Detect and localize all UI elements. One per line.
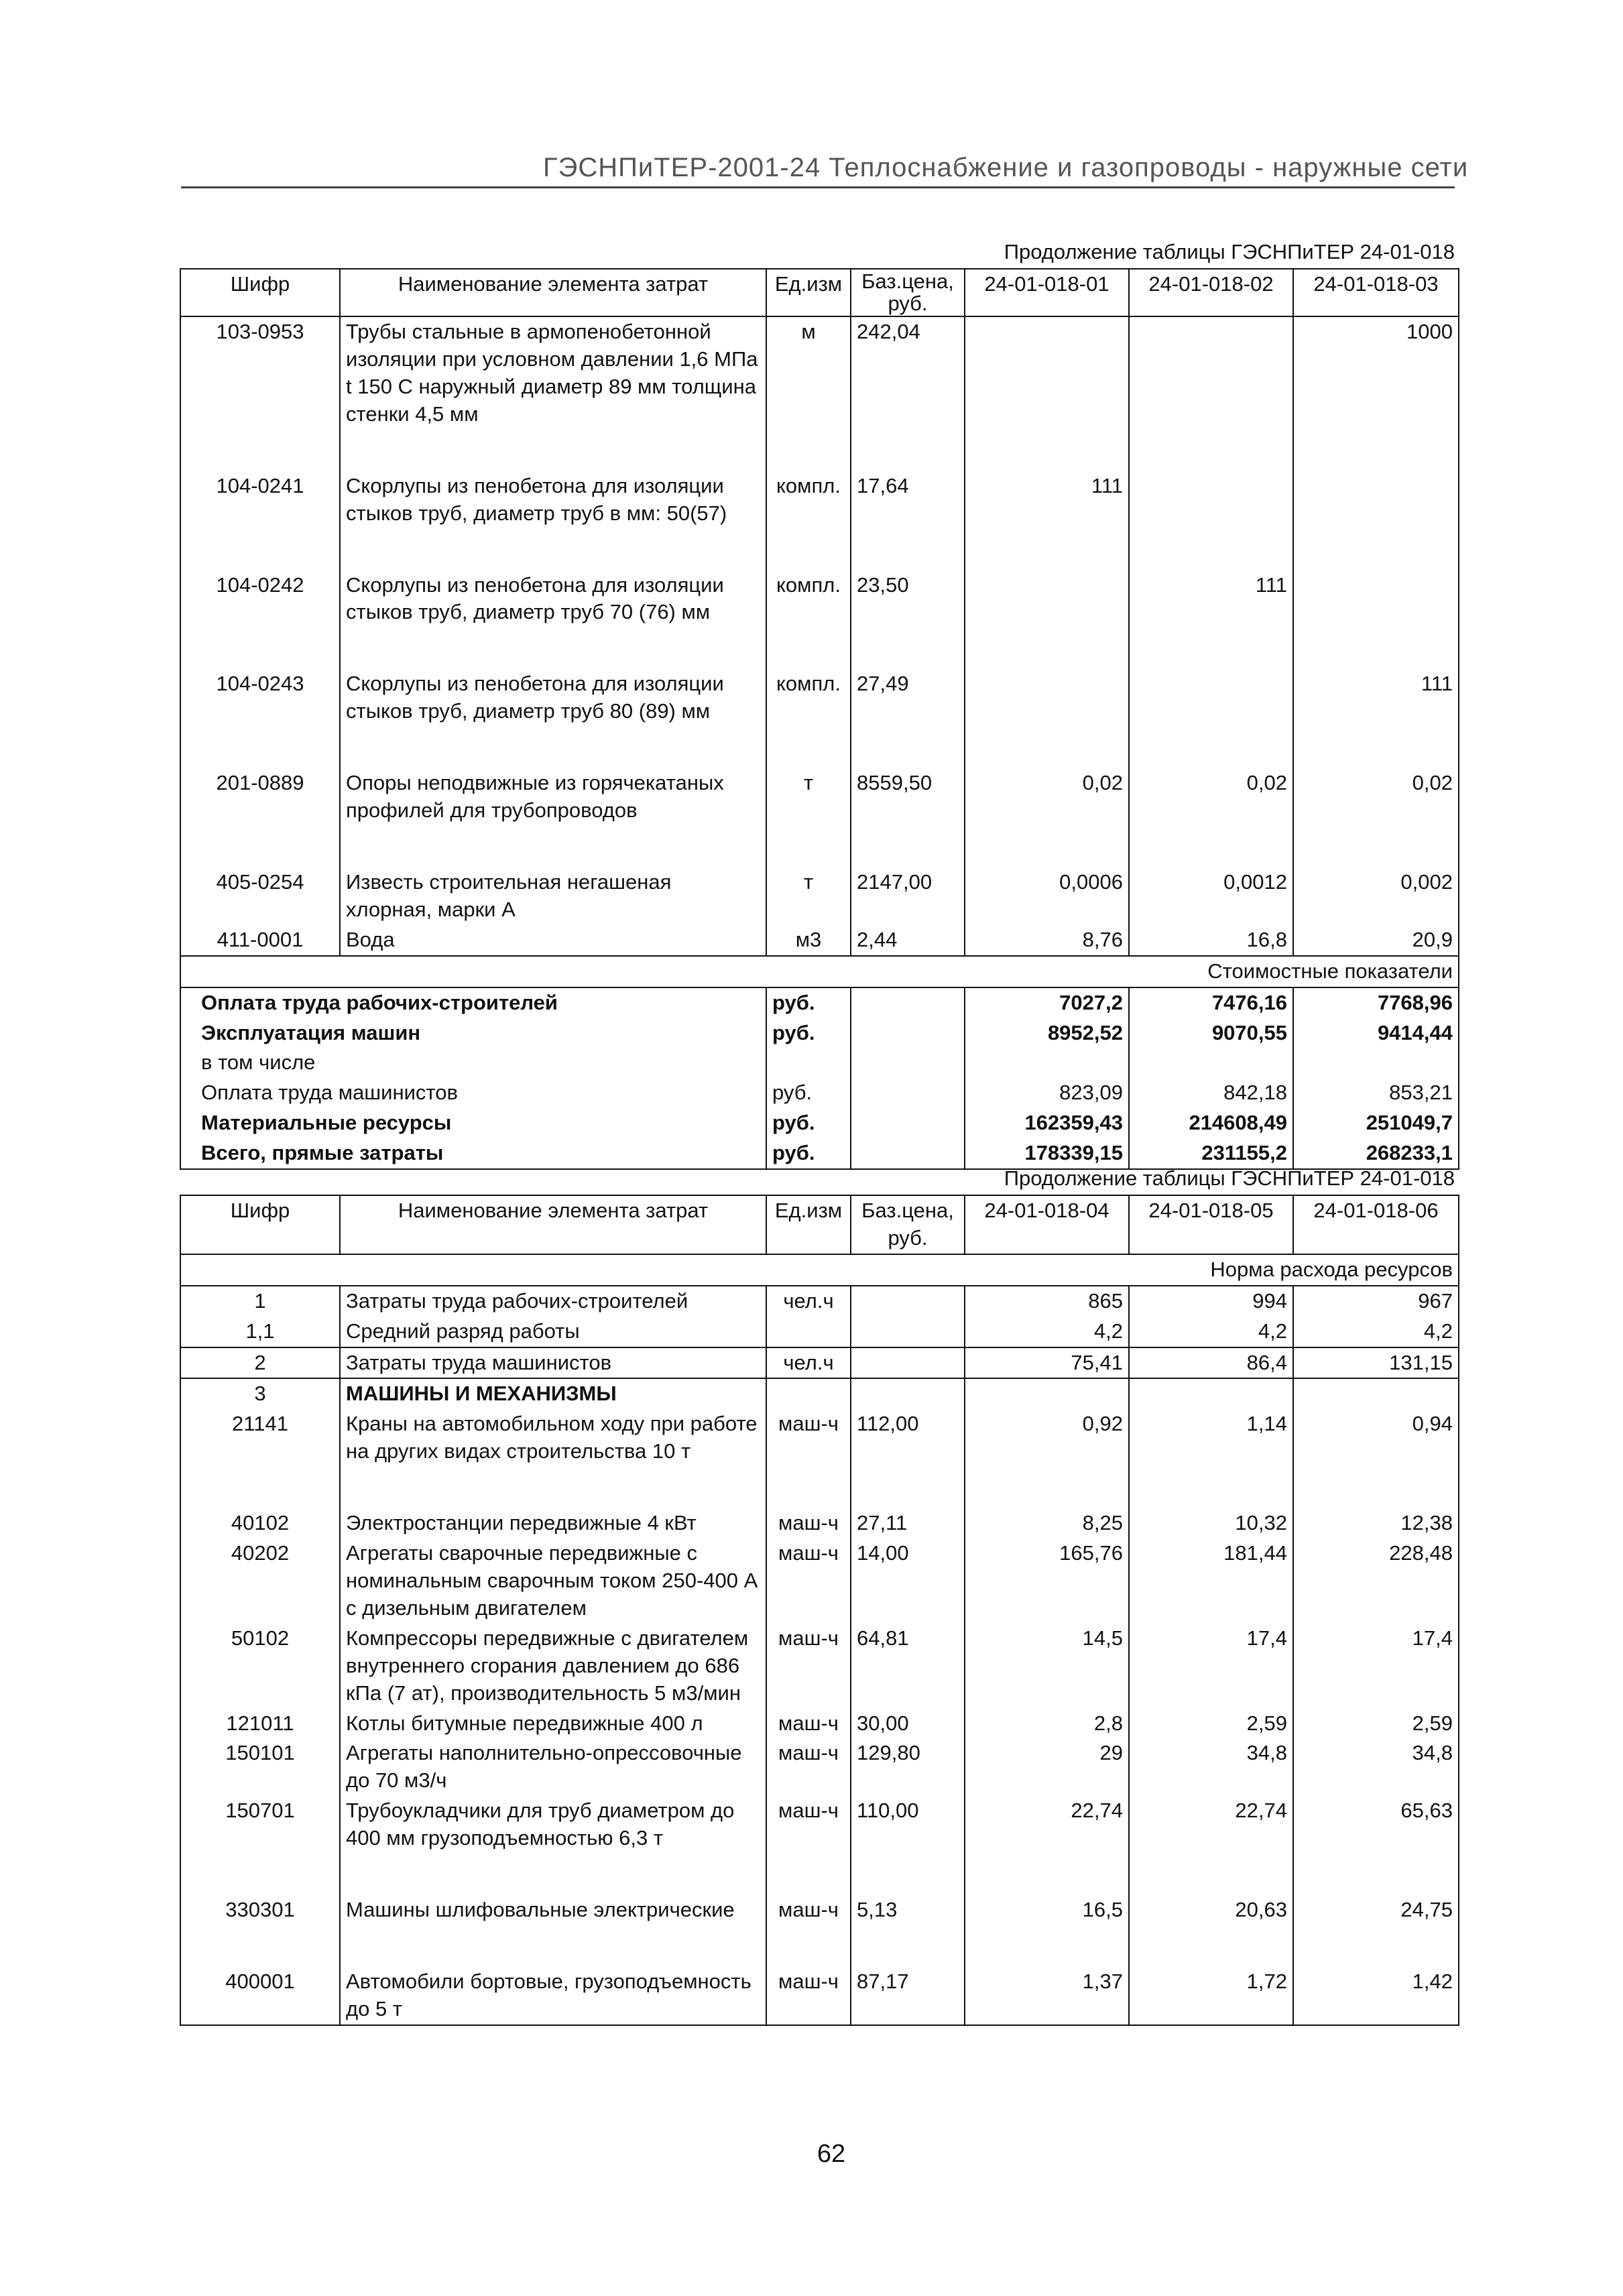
norm-value: 34,8 bbox=[1293, 1738, 1459, 1796]
col-header-v3: 24-01-018-03 bbox=[1293, 269, 1459, 316]
resource-name: Затраты труда рабочих-строителей bbox=[340, 1286, 766, 1317]
norm-value: 65,63 bbox=[1293, 1796, 1459, 1854]
resource-code: 104-0241 bbox=[180, 471, 340, 529]
spacer-cell bbox=[766, 430, 851, 471]
spacer-cell bbox=[180, 727, 340, 768]
table-row bbox=[180, 768, 1459, 826]
spacer-cell bbox=[766, 627, 851, 669]
table-row bbox=[180, 1378, 1459, 1409]
norm-value: 1,72 bbox=[1129, 1967, 1293, 2025]
norm-value: 22,74 bbox=[965, 1796, 1129, 1854]
summary-value bbox=[1129, 1048, 1293, 1078]
resource-code: 330301 bbox=[180, 1895, 340, 1925]
col-header-unit: Ед.изм bbox=[766, 269, 851, 316]
base-price: 8559,50 bbox=[851, 768, 965, 826]
resource-name: Вода bbox=[340, 925, 766, 956]
resource-code: 201-0889 bbox=[180, 768, 340, 826]
spacer-cell bbox=[965, 1467, 1129, 1508]
resource-name: МАШИНЫ И МЕХАНИЗМЫ bbox=[340, 1378, 766, 1409]
norm-value: 1,37 bbox=[965, 1967, 1129, 2025]
norm-value bbox=[1129, 316, 1293, 430]
summary-row bbox=[180, 1138, 1459, 1169]
row-spacer bbox=[180, 1467, 1459, 1508]
summary-value: 9070,55 bbox=[1129, 1018, 1293, 1048]
summary-label: в том числе bbox=[180, 1048, 766, 1078]
spacer-cell bbox=[965, 529, 1129, 570]
resource-code: 50102 bbox=[180, 1624, 340, 1709]
row-spacer bbox=[180, 1854, 1459, 1895]
summary-unit: руб. bbox=[766, 1138, 851, 1169]
resource-unit bbox=[766, 1378, 851, 1409]
norm-value: 2,8 bbox=[965, 1709, 1129, 1739]
norm-value: 17,4 bbox=[1129, 1624, 1293, 1709]
norm-value bbox=[1129, 669, 1293, 727]
resource-code: 150101 bbox=[180, 1738, 340, 1796]
summary-value: 162359,43 bbox=[965, 1108, 1129, 1138]
col-header-v1: 24-01-018-01 bbox=[965, 269, 1129, 316]
resource-unit: маш-ч bbox=[766, 1796, 851, 1854]
table-row bbox=[180, 925, 1459, 956]
norm-value bbox=[1129, 1378, 1293, 1409]
spacer-cell bbox=[1129, 1925, 1293, 1967]
norm-value: 0,02 bbox=[965, 768, 1129, 826]
table-row bbox=[180, 1508, 1459, 1538]
spacer-cell bbox=[180, 1854, 340, 1895]
summary-value: 853,21 bbox=[1293, 1078, 1459, 1108]
norm-value: 165,76 bbox=[965, 1538, 1129, 1624]
spacer-cell bbox=[851, 529, 965, 570]
spacer-cell bbox=[851, 430, 965, 471]
table-row bbox=[180, 1967, 1459, 2025]
spacer-cell bbox=[766, 1467, 851, 1508]
summary-value bbox=[1293, 1048, 1459, 1078]
table-row bbox=[180, 1709, 1459, 1739]
resource-name: Скорлупы из пенобетона для изоляции стыков труб, диаметр труб в мм: 50(57) bbox=[340, 471, 766, 529]
summary-unit: руб. bbox=[766, 1078, 851, 1108]
summary-value: 178339,15 bbox=[965, 1138, 1129, 1169]
norm-value bbox=[1293, 570, 1459, 628]
col-header-v3: 24-01-018-06 bbox=[1293, 1195, 1459, 1254]
table2-section-row bbox=[180, 1254, 1459, 1286]
spacer-cell bbox=[851, 1925, 965, 1967]
spacer-cell bbox=[766, 826, 851, 867]
spacer-cell bbox=[180, 1467, 340, 1508]
spacer-cell bbox=[766, 1854, 851, 1895]
table-row bbox=[180, 1317, 1459, 1347]
resource-code: 40102 bbox=[180, 1508, 340, 1538]
norm-value: 228,48 bbox=[1293, 1538, 1459, 1624]
row-spacer bbox=[180, 727, 1459, 768]
spacer-cell bbox=[1129, 529, 1293, 570]
spacer-cell bbox=[1293, 727, 1459, 768]
resource-unit: маш-ч bbox=[766, 1538, 851, 1624]
norm-value: 75,41 bbox=[965, 1347, 1129, 1379]
spacer-cell bbox=[340, 727, 766, 768]
col-header-name: Наименование элемента затрат bbox=[340, 269, 766, 316]
summary-price-cell bbox=[851, 1108, 965, 1138]
table-row bbox=[180, 1286, 1459, 1317]
norm-value: 111 bbox=[965, 471, 1129, 529]
resource-unit: маш-ч bbox=[766, 1738, 851, 1796]
norm-value: 17,4 bbox=[1293, 1624, 1459, 1709]
summary-label: Всего, прямые затраты bbox=[180, 1138, 766, 1169]
resource-name: Компрессоры передвижные с двигателем внутреннего сгорания давлением до 686 кПа (7 ат), производительность 5 м3/мин bbox=[340, 1624, 766, 1709]
spacer-cell bbox=[851, 1854, 965, 1895]
resource-name: Трубоукладчики для труб диаметром до 400 мм грузоподъемностью 6,3 т bbox=[340, 1796, 766, 1854]
norm-value: 181,44 bbox=[1129, 1538, 1293, 1624]
norm-value: 0,02 bbox=[1293, 768, 1459, 826]
norm-value: 2,59 bbox=[1129, 1709, 1293, 1739]
resource-code: 104-0243 bbox=[180, 669, 340, 727]
spacer-cell bbox=[1129, 627, 1293, 669]
base-price: 64,81 bbox=[851, 1624, 965, 1709]
resource-name: Трубы стальные в армопенобетонной изоляции при условном давлении 1,6 МПа t 150 С наружный диаметр 89 мм толщина стенки 4,5 мм bbox=[340, 316, 766, 430]
resource-code: 400001 bbox=[180, 1967, 340, 2025]
norm-value: 2,59 bbox=[1293, 1709, 1459, 1739]
resource-name: Краны на автомобильном ходу при работе на других видах строительства 10 т bbox=[340, 1409, 766, 1467]
spacer-cell bbox=[766, 727, 851, 768]
resource-unit: маш-ч bbox=[766, 1624, 851, 1709]
resource-code: 411-0001 bbox=[180, 925, 340, 956]
base-price: 242,04 bbox=[851, 316, 965, 430]
spacer-cell bbox=[851, 727, 965, 768]
resource-code: 103-0953 bbox=[180, 316, 340, 430]
resource-name: Опоры неподвижные из горячекатаных профилей для трубопроводов bbox=[340, 768, 766, 826]
summary-value bbox=[965, 1048, 1129, 1078]
base-price: 30,00 bbox=[851, 1709, 965, 1739]
summary-value: 9414,44 bbox=[1293, 1018, 1459, 1048]
row-spacer bbox=[180, 1925, 1459, 1967]
norm-value: 34,8 bbox=[1129, 1738, 1293, 1796]
summary-label: Оплата труда машинистов bbox=[180, 1078, 766, 1108]
norm-value: 8,25 bbox=[965, 1508, 1129, 1538]
resource-name: Агрегаты наполнительно-опрессовочные до 70 м3/ч bbox=[340, 1738, 766, 1796]
spacer-cell bbox=[180, 430, 340, 471]
resource-unit bbox=[766, 1317, 851, 1347]
norm-value: 1,42 bbox=[1293, 1967, 1459, 2025]
summary-row bbox=[180, 1108, 1459, 1138]
resource-code: 40202 bbox=[180, 1538, 340, 1624]
section-label: Норма расхода ресурсов bbox=[180, 1254, 1459, 1286]
summary-value: 823,09 bbox=[965, 1078, 1129, 1108]
norm-value: 994 bbox=[1129, 1286, 1293, 1317]
col-header-name: Наименование элемента затрат bbox=[340, 1195, 766, 1254]
norm-value: 24,75 bbox=[1293, 1895, 1459, 1925]
spacer-cell bbox=[1293, 1467, 1459, 1508]
resource-code: 150701 bbox=[180, 1796, 340, 1854]
spacer-cell bbox=[965, 627, 1129, 669]
norm-value: 10,32 bbox=[1129, 1508, 1293, 1538]
summary-unit: руб. bbox=[766, 1018, 851, 1048]
spacer-cell bbox=[1129, 727, 1293, 768]
resource-name: Машины шлифовальные электрические bbox=[340, 1895, 766, 1925]
section-label: Стоимостные показатели bbox=[180, 956, 1459, 987]
summary-price-cell bbox=[851, 1138, 965, 1169]
table1-header-row bbox=[180, 269, 1459, 316]
table2-continuation-note: Продолжение таблицы ГЭСНПиТЕР 24-01-018 bbox=[1004, 1166, 1455, 1190]
resource-name: Средний разряд работы bbox=[340, 1317, 766, 1347]
norm-value: 0,0012 bbox=[1129, 867, 1293, 925]
norm-value: 865 bbox=[965, 1286, 1129, 1317]
page-number: 62 bbox=[817, 2140, 846, 2168]
spacer-cell bbox=[1293, 529, 1459, 570]
base-price: 5,13 bbox=[851, 1895, 965, 1925]
resource-unit: маш-ч bbox=[766, 1967, 851, 2025]
table-row bbox=[180, 1347, 1459, 1379]
table-row bbox=[180, 1895, 1459, 1925]
resource-unit: чел.ч bbox=[766, 1286, 851, 1317]
norm-value: 131,15 bbox=[1293, 1347, 1459, 1379]
resource-code: 104-0242 bbox=[180, 570, 340, 628]
spacer-cell bbox=[965, 1854, 1129, 1895]
table2 bbox=[180, 1195, 1459, 2026]
spacer-cell bbox=[180, 529, 340, 570]
spacer-cell bbox=[340, 826, 766, 867]
base-price: 110,00 bbox=[851, 1796, 965, 1854]
summary-value: 7027,2 bbox=[965, 987, 1129, 1018]
spacer-cell bbox=[340, 1467, 766, 1508]
norm-value bbox=[965, 669, 1129, 727]
spacer-cell bbox=[1293, 1854, 1459, 1895]
base-price bbox=[851, 1347, 965, 1379]
norm-value: 16,8 bbox=[1129, 925, 1293, 956]
table-row bbox=[180, 471, 1459, 529]
summary-value: 7768,96 bbox=[1293, 987, 1459, 1018]
resource-name: Автомобили бортовые, грузоподъемность до 5 т bbox=[340, 1967, 766, 2025]
table-row bbox=[180, 867, 1459, 925]
spacer-cell bbox=[851, 627, 965, 669]
summary-row bbox=[180, 1048, 1459, 1078]
table-row bbox=[180, 1624, 1459, 1709]
norm-value: 20,63 bbox=[1129, 1895, 1293, 1925]
summary-row bbox=[180, 1078, 1459, 1108]
resource-unit: т bbox=[766, 867, 851, 925]
resource-name: Известь строительная негашеная хлорная, марки А bbox=[340, 867, 766, 925]
resource-unit: м bbox=[766, 316, 851, 430]
spacer-cell bbox=[1293, 1925, 1459, 1967]
table-row bbox=[180, 1409, 1459, 1467]
norm-value bbox=[1293, 1378, 1459, 1409]
resource-name: Агрегаты сварочные передвижные с номинальным сварочным током 250-400 А с дизельным двигателем bbox=[340, 1538, 766, 1624]
base-price: 27,11 bbox=[851, 1508, 965, 1538]
spacer-cell bbox=[340, 430, 766, 471]
resource-unit: компл. bbox=[766, 669, 851, 727]
col-header-unit: Ед.изм bbox=[766, 1195, 851, 1254]
summary-unit: руб. bbox=[766, 1108, 851, 1138]
resource-name: Скорлупы из пенобетона для изоляции стыков труб, диаметр труб 80 (89) мм bbox=[340, 669, 766, 727]
spacer-cell bbox=[965, 1925, 1129, 1967]
resource-unit: компл. bbox=[766, 570, 851, 628]
norm-value: 0,94 bbox=[1293, 1409, 1459, 1467]
spacer-cell bbox=[1293, 430, 1459, 471]
resource-code: 121011 bbox=[180, 1709, 340, 1739]
norm-value: 8,76 bbox=[965, 925, 1129, 956]
spacer-cell bbox=[851, 826, 965, 867]
norm-value bbox=[965, 316, 1129, 430]
base-price: 87,17 bbox=[851, 1967, 965, 2025]
norm-value: 1000 bbox=[1293, 316, 1459, 430]
table2-header-row bbox=[180, 1195, 1459, 1254]
table-row bbox=[180, 316, 1459, 430]
table-row bbox=[180, 570, 1459, 628]
resource-code: 405-0254 bbox=[180, 867, 340, 925]
norm-value: 0,92 bbox=[965, 1409, 1129, 1467]
resource-name: Скорлупы из пенобетона для изоляции стыков труб, диаметр труб 70 (76) мм bbox=[340, 570, 766, 628]
resource-unit: м3 bbox=[766, 925, 851, 956]
base-price bbox=[851, 1286, 965, 1317]
norm-value: 0,02 bbox=[1129, 768, 1293, 826]
resource-code: 2 bbox=[180, 1347, 340, 1379]
norm-value bbox=[1129, 471, 1293, 529]
col-header-v1: 24-01-018-04 bbox=[965, 1195, 1129, 1254]
spacer-cell bbox=[340, 1925, 766, 1967]
norm-value bbox=[965, 570, 1129, 628]
summary-label: Эксплуатация машин bbox=[180, 1018, 766, 1048]
row-spacer bbox=[180, 430, 1459, 471]
table1 bbox=[180, 268, 1459, 1170]
summary-label: Материальные ресурсы bbox=[180, 1108, 766, 1138]
resource-name: Затраты труда машинистов bbox=[340, 1347, 766, 1379]
summary-price-cell bbox=[851, 1048, 965, 1078]
header-rule bbox=[181, 186, 1455, 188]
spacer-cell bbox=[1293, 826, 1459, 867]
spacer-cell bbox=[766, 1925, 851, 1967]
norm-value: 12,38 bbox=[1293, 1508, 1459, 1538]
summary-value: 268233,1 bbox=[1293, 1138, 1459, 1169]
norm-value: 14,5 bbox=[965, 1624, 1129, 1709]
norm-value bbox=[1293, 471, 1459, 529]
resource-code: 3 bbox=[180, 1378, 340, 1409]
resource-code: 1,1 bbox=[180, 1317, 340, 1347]
norm-value: 0,0006 bbox=[965, 867, 1129, 925]
base-price: 23,50 bbox=[851, 570, 965, 628]
spacer-cell bbox=[340, 1854, 766, 1895]
spacer-cell bbox=[1293, 627, 1459, 669]
resource-unit: чел.ч bbox=[766, 1347, 851, 1379]
table-row bbox=[180, 1796, 1459, 1854]
norm-value: 4,2 bbox=[1129, 1317, 1293, 1347]
col-header-code: Шифр bbox=[180, 1195, 340, 1254]
base-price: 129,80 bbox=[851, 1738, 965, 1796]
base-price bbox=[851, 1378, 965, 1409]
col-header-price: Баз.цена, руб. bbox=[851, 269, 965, 316]
norm-value bbox=[965, 1378, 1129, 1409]
summary-value: 8952,52 bbox=[965, 1018, 1129, 1048]
norm-value: 29 bbox=[965, 1738, 1129, 1796]
row-spacer bbox=[180, 826, 1459, 867]
base-price: 2,44 bbox=[851, 925, 965, 956]
spacer-cell bbox=[180, 1925, 340, 1967]
spacer-cell bbox=[1129, 826, 1293, 867]
summary-row bbox=[180, 1018, 1459, 1048]
norm-value: 111 bbox=[1129, 570, 1293, 628]
spacer-cell bbox=[965, 727, 1129, 768]
summary-value: 231155,2 bbox=[1129, 1138, 1293, 1169]
resource-code: 1 bbox=[180, 1286, 340, 1317]
summary-price-cell bbox=[851, 987, 965, 1018]
norm-value: 4,2 bbox=[965, 1317, 1129, 1347]
spacer-cell bbox=[965, 826, 1129, 867]
norm-value: 0,002 bbox=[1293, 867, 1459, 925]
col-header-code: Шифр bbox=[180, 269, 340, 316]
base-price: 14,00 bbox=[851, 1538, 965, 1624]
summary-row bbox=[180, 987, 1459, 1018]
resource-unit: маш-ч bbox=[766, 1895, 851, 1925]
summary-unit: руб. bbox=[766, 987, 851, 1018]
col-header-v2: 24-01-018-02 bbox=[1129, 269, 1293, 316]
table1-continuation-note: Продолжение таблицы ГЭСНПиТЕР 24-01-018 bbox=[1004, 240, 1455, 263]
resource-code: 21141 bbox=[180, 1409, 340, 1467]
spacer-cell bbox=[1129, 1854, 1293, 1895]
resource-name: Электростанции передвижные 4 кВт bbox=[340, 1508, 766, 1538]
spacer-cell bbox=[1129, 430, 1293, 471]
spacer-cell bbox=[766, 529, 851, 570]
table-row bbox=[180, 669, 1459, 727]
norm-value: 86,4 bbox=[1129, 1347, 1293, 1379]
resource-unit: компл. bbox=[766, 471, 851, 529]
norm-value: 20,9 bbox=[1293, 925, 1459, 956]
base-price: 2147,00 bbox=[851, 867, 965, 925]
spacer-cell bbox=[1129, 1467, 1293, 1508]
spacer-cell bbox=[180, 826, 340, 867]
row-spacer bbox=[180, 627, 1459, 669]
resource-unit: т bbox=[766, 768, 851, 826]
summary-price-cell bbox=[851, 1078, 965, 1108]
resource-name: Котлы битумные передвижные 400 л bbox=[340, 1709, 766, 1739]
base-price: 112,00 bbox=[851, 1409, 965, 1467]
row-spacer bbox=[180, 529, 1459, 570]
resource-unit: маш-ч bbox=[766, 1409, 851, 1467]
norm-value: 967 bbox=[1293, 1286, 1459, 1317]
norm-value: 22,74 bbox=[1129, 1796, 1293, 1854]
base-price: 17,64 bbox=[851, 471, 965, 529]
table1-section-row bbox=[180, 956, 1459, 987]
summary-unit bbox=[766, 1048, 851, 1078]
norm-value: 4,2 bbox=[1293, 1317, 1459, 1347]
table-row bbox=[180, 1538, 1459, 1624]
summary-label: Оплата труда рабочих-строителей bbox=[180, 987, 766, 1018]
base-price bbox=[851, 1317, 965, 1347]
summary-value: 842,18 bbox=[1129, 1078, 1293, 1108]
col-header-price: Баз.цена, руб. bbox=[851, 1195, 965, 1254]
summary-value: 214608,49 bbox=[1129, 1108, 1293, 1138]
running-header: ГЭСНПиТЕР-2001-24 Теплоснабжение и газопроводы - наружные сети bbox=[543, 153, 1469, 182]
summary-price-cell bbox=[851, 1018, 965, 1048]
base-price: 27,49 bbox=[851, 669, 965, 727]
spacer-cell bbox=[180, 627, 340, 669]
summary-value: 7476,16 bbox=[1129, 987, 1293, 1018]
norm-value: 111 bbox=[1293, 669, 1459, 727]
spacer-cell bbox=[340, 529, 766, 570]
resource-unit: маш-ч bbox=[766, 1709, 851, 1739]
spacer-cell bbox=[965, 430, 1129, 471]
spacer-cell bbox=[340, 627, 766, 669]
norm-value: 16,5 bbox=[965, 1895, 1129, 1925]
summary-value: 251049,7 bbox=[1293, 1108, 1459, 1138]
col-header-v2: 24-01-018-05 bbox=[1129, 1195, 1293, 1254]
spacer-cell bbox=[851, 1467, 965, 1508]
table-row bbox=[180, 1738, 1459, 1796]
resource-unit: маш-ч bbox=[766, 1508, 851, 1538]
norm-value: 1,14 bbox=[1129, 1409, 1293, 1467]
